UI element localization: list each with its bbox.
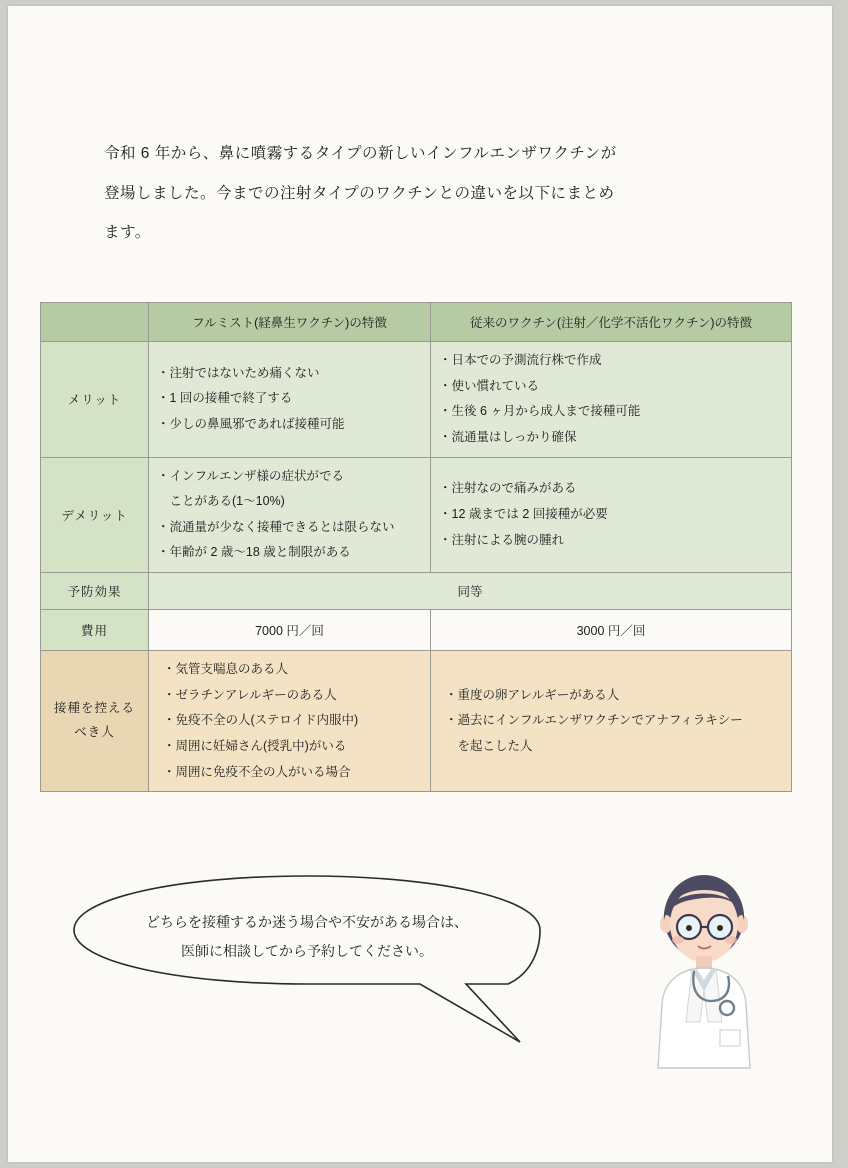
table-header-row [41, 303, 792, 342]
header-column-b: 従来のワクチン(注射／化学不活化ワクチン)の特徴 [431, 303, 792, 342]
list-item: ・周囲に妊婦さん(授乳中)がいる [163, 738, 347, 753]
document-page [8, 6, 832, 1162]
doctor-figure-icon [634, 872, 774, 1072]
cost-column-a: 7000 円／回 [149, 610, 431, 651]
table-row [41, 573, 792, 610]
demerit-column-a [149, 457, 431, 573]
list-item: ・注射ではないため痛くない [157, 365, 320, 380]
table-row [41, 342, 792, 458]
list-item: ・注射なので痛みがある [439, 481, 577, 496]
list-item: ・日本での予測流行株で作成 [439, 353, 602, 367]
row-label-cost: 費用 [41, 610, 149, 651]
row-label-effect: 予防効果 [41, 573, 149, 610]
list-item: ・注射による腕の腫れ [439, 532, 565, 547]
list-item: ・流通量はしっかり確保 [439, 429, 577, 444]
header-blank [41, 303, 149, 342]
list-item: ・気管支喘息のある人 [163, 662, 289, 676]
speech-bubble-text [68, 908, 546, 965]
intro-paragraph [104, 134, 744, 253]
list-item: ・使い慣れている [439, 378, 540, 393]
comparison-table [40, 302, 792, 792]
row-label-demerit: デメリット [41, 457, 149, 573]
list-item: ・インフルエンザ様の症状がでる [157, 468, 345, 483]
doctor-illustration [634, 872, 774, 1072]
list-item: ・過去にインフルエンザワクチンでアナフィラキシー [445, 713, 743, 728]
demerit-column-b [431, 457, 792, 573]
merit-column-b [431, 342, 792, 458]
list-item: ・12 歳までは 2 回接種が必要 [439, 506, 608, 521]
intro-line-3: ます。 [104, 224, 151, 242]
list-item: を起こした人 [445, 738, 533, 753]
effect-value: 同等 [149, 573, 792, 610]
bubble-line-2: 医師に相談してから予約してください。 [181, 942, 433, 959]
avoid-column-a [149, 651, 431, 792]
intro-line-2: 登場しました。今までの注射タイプのワクチンとの違いを以下にまとめ [104, 184, 615, 202]
row-label-avoid-line-2: べき人 [74, 725, 115, 740]
list-item: ・免疫不全の人(ステロイド内服中) [163, 713, 359, 728]
list-item: ・周囲に免疫不全の人がいる場合 [163, 764, 351, 779]
merit-column-a [149, 342, 431, 458]
row-label-avoid-line-1: 接種を控える [53, 701, 135, 716]
intro-line-1: 令和 6 年から、鼻に噴霧するタイプの新しいインフルエンザワクチンが [104, 145, 617, 162]
list-item: ・流通量が少なく接種できるとは限らない [157, 519, 395, 534]
avoid-column-b [431, 651, 792, 792]
list-item: ・少しの鼻風邪であれば接種可能 [157, 417, 345, 432]
list-item: ことがある(1〜10%) [157, 494, 285, 509]
list-item: ・1 回の接種で終了する [157, 391, 293, 406]
table-row [41, 457, 792, 573]
list-item: ・年齢が 2 歳〜18 歳と制限がある [157, 545, 351, 560]
table-row [41, 610, 792, 651]
table-row [41, 651, 792, 792]
bubble-line-1: どちらを接種するか迷う場合や不安がある場合は、 [146, 914, 468, 930]
speech-bubble [68, 874, 546, 999]
list-item: ・ゼラチンアレルギーのある人 [163, 687, 337, 702]
list-item: ・生後 6 ヶ月から成人まで接種可能 [439, 404, 641, 419]
row-label-merit: メリット [41, 342, 149, 458]
cost-column-b: 3000 円／回 [431, 610, 792, 651]
row-label-avoid [41, 651, 149, 792]
header-column-a: フルミスト(経鼻生ワクチン)の特徴 [149, 303, 431, 342]
list-item: ・重度の卵アレルギーがある人 [445, 687, 620, 702]
